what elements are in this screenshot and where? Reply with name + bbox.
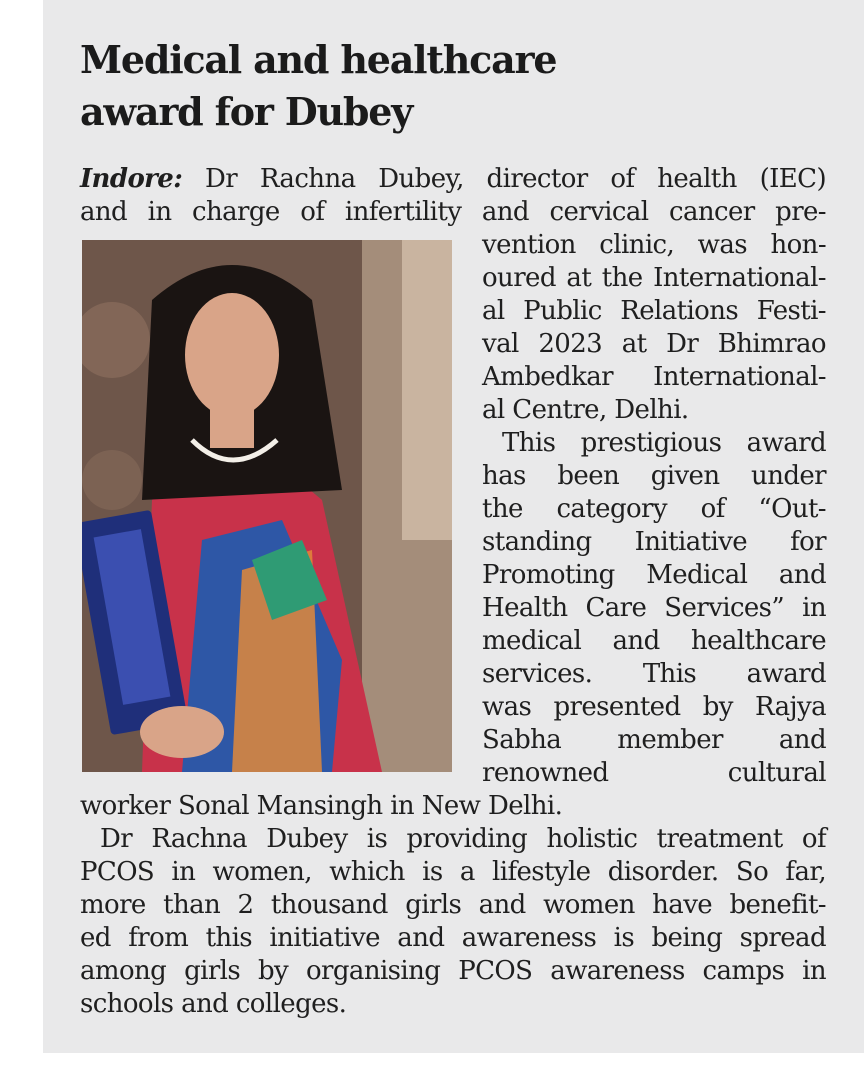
article-line: PCOS in women, which is a lifestyle disorder. So far, bbox=[80, 857, 826, 887]
article-line: Health Care Services” in bbox=[482, 593, 826, 623]
article-line: This prestigious award bbox=[502, 428, 826, 458]
article-line: val 2023 at Dr Bhimrao bbox=[482, 329, 826, 359]
article-line: medical and healthcare bbox=[482, 626, 826, 656]
article-line: and in charge of infertility and cervical cancer pre- bbox=[80, 197, 826, 227]
article-line bbox=[80, 163, 826, 196]
article-line: schools and colleges. bbox=[80, 989, 347, 1019]
article-line: has been given under bbox=[482, 461, 826, 491]
article-line: oured at the International- bbox=[482, 263, 826, 293]
article-line: was presented by Rajya bbox=[482, 692, 826, 722]
article-line: al Public Relations Festi- bbox=[482, 296, 826, 326]
article-line: Promoting Medical and bbox=[482, 560, 826, 590]
article-line: Dr Rachna Dubey is providing holistic treatment of bbox=[100, 824, 826, 854]
article-line: Ambedkar International- bbox=[482, 362, 826, 392]
award-photo bbox=[82, 240, 452, 772]
article-line-text: Dr Rachna Dubey, director of health (IEC) bbox=[205, 164, 826, 194]
article-line: ed from this initiative and awareness is being spread bbox=[80, 923, 826, 953]
article-line: vention clinic, was hon- bbox=[482, 230, 826, 260]
headline: Medical and healthcare award for Dubey bbox=[80, 37, 557, 134]
article-line: services. This award bbox=[482, 659, 826, 689]
article-line: Sabha member and bbox=[482, 725, 826, 755]
article-line: al Centre, Delhi. bbox=[482, 395, 689, 425]
article-line: more than 2 thousand girls and women have benefit- bbox=[80, 890, 826, 920]
dateline: Indore: bbox=[80, 164, 183, 194]
article-line: the category of “Out- bbox=[482, 494, 826, 524]
article-line: standing Initiative for bbox=[482, 527, 826, 557]
article-line: worker Sonal Mansingh in New Delhi. bbox=[80, 791, 563, 821]
article-line: renowned cultural bbox=[482, 758, 826, 788]
article-line: among girls by organising PCOS awareness camps in bbox=[80, 956, 826, 986]
woman-with-award-image bbox=[82, 240, 452, 772]
